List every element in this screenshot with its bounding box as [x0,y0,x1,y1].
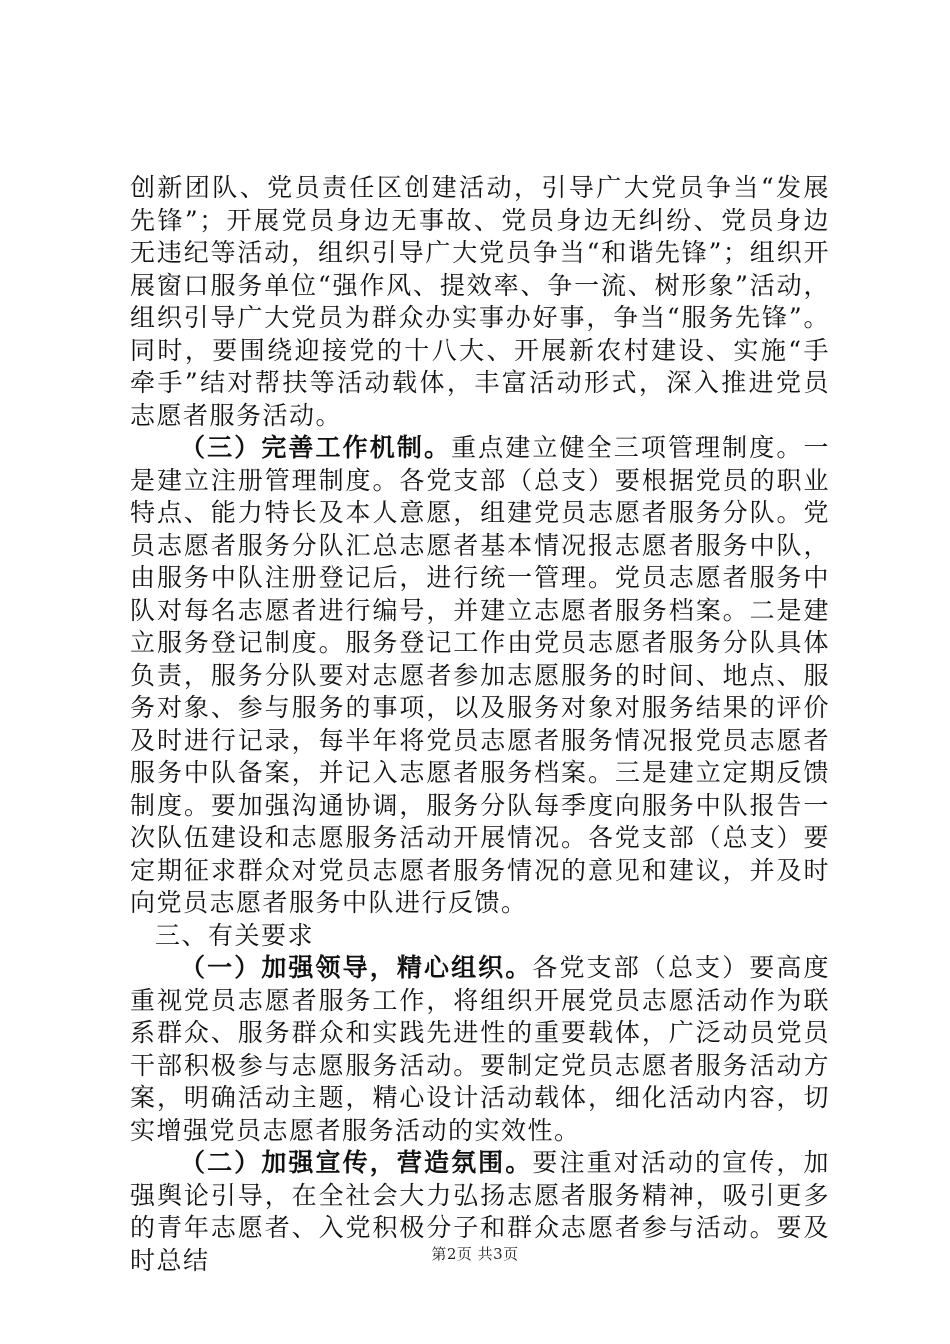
paragraph-text: 各党支部（总支）要高度重视党员志愿者服务工作，将组织开展党员志愿活动作为联系群众、服务群众和实践先进性的重要载体，广泛动员党员干部积极参与志愿服务活动。要制定党员志愿者服务活动方案，明确活动主题，精心设计活动载体，细化活动内容，切实增强党员志愿者服务活动的实效性。 [130,953,830,1145]
paragraph-text: 要注重对活动的宣传，加强舆论引导，在全社会大力弘扬志愿者服务精神，吸引更多的青年志愿者、入党积极分子和群众志愿者参与活动。要及时总结 [130,1148,830,1275]
paragraph-work-mechanism [130,432,830,920]
paragraph-leadership [130,952,830,1147]
page-number-footer: 第2页 共3页 [431,1245,519,1263]
paragraph-continuation: 创新团队、党员责任区创建活动，引导广大党员争当“发展先锋”；开展党员身边无事故、党员身边无纠纷、党员身边无违纪等活动，组织引导广大党员争当“和谐先锋”；组织开展窗口服务单位“强作风、提效率、争一流、树形象”活动，组织引导广大党员为群众办实事办好事，争当“服务先锋”。同时，要围绕迎接党的十八大、开展新农村建设、实施“手牵手”结对帮扶等活动载体，丰富活动形式，深入推进党员志愿者服务活动。 [130,173,830,430]
paragraph-text: 重点建立健全三项管理制度。一是建立注册管理制度。各党支部（总支）要根据党员的职业特点、能力特长及本人意愿，组建党员志愿者服务分队。党员志愿者服务分队汇总志愿者基本情况报志愿者服务中队，由服务中队注册登记后，进行统一管理。党员志愿者服务中队对每名志愿者进行编号，并建立志愿者服务档案。二是建立服务登记制度。服务登记工作由党员志愿者服务分队具体负责，服务分队要对志愿者参加志愿服务的时间、地点、服务对象、参与服务的事项，以及服务对象对服务结果的评价及时进行记录，每半年将党员志愿者服务情况报党员志愿者服务中队备案，并记入志愿者服务档案。三是建立定期反馈制度。要加强沟通协调，服务分队每季度向服务中队报告一次队伍建设和志愿服务活动开展情况。各党支部（总支）要定期征求群众对党员志愿者服务情况的意见和建议，并及时向党员志愿者服务中队进行反馈。 [130,433,830,917]
paragraph-title: （二）加强宣传，营造氛围。 [180,1148,533,1177]
document-body [130,172,830,1277]
paragraph-title: （三）完善工作机制。 [180,433,452,462]
paragraph-title: （一）加强领导，精心组织。 [180,953,533,982]
section-heading: 三、有关要求 [155,920,315,950]
